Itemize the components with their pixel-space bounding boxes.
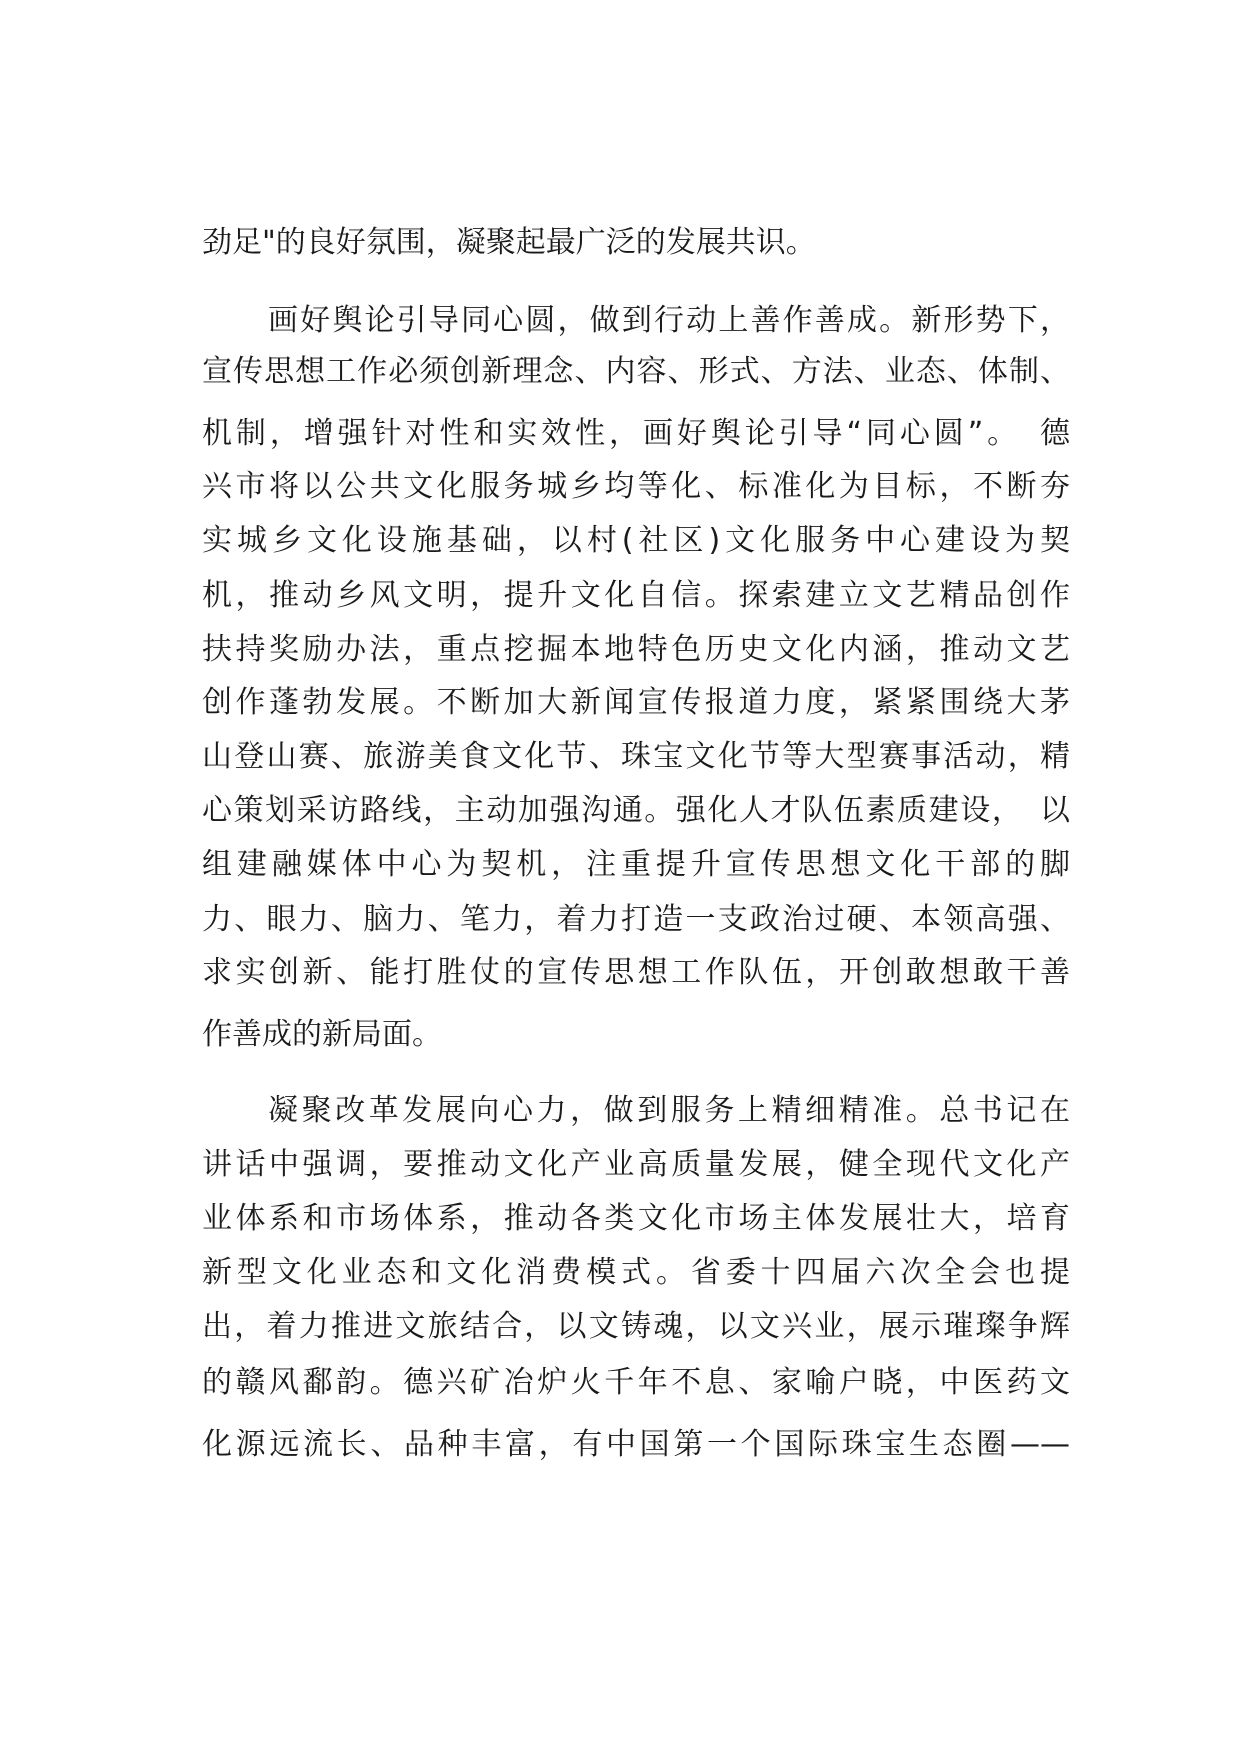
paragraph-2-line: 机制，增强针对性和实效性，画好舆论引导“同心圆”。 德 [202,416,1070,451]
paragraph-3-line: 新型文化业态和文化消费模式。省委十四届六次全会也提 [202,1255,1070,1290]
paragraph-2-line: 宣传思想工作必须创新理念、内容、形式、方法、业态、体制、 [202,354,1070,389]
paragraph-3-line: 凝聚改革发展向心力，做到服务上精细精准。总书记在 [268,1093,1070,1128]
paragraph-3-line: 出，着力推进文旅结合，以文铸魂，以文兴业，展示璀璨争辉 [202,1309,1070,1344]
paragraph-2-line: 机，推动乡风文明，提升文化自信。探索建立文艺精品创作 [202,578,1070,613]
paragraph-2-line: 山登山赛、旅游美食文化节、珠宝文化节等大型赛事活动，精 [202,739,1070,774]
paragraph-2-line: 扶持奖励办法，重点挖掘本地特色历史文化内涵，推动文艺 [202,632,1070,667]
paragraph-2-line: 创作蓬勃发展。不断加大新闻宣传报道力度，紧紧围绕大茅 [202,685,1070,720]
paragraph-2-line: 求实创新、能打胜仗的宣传思想工作队伍，开创敢想敢干善 [202,955,1070,990]
paragraph-2-line: 实城乡文化设施基础，以村(社区)文化服务中心建设为契 [202,523,1070,558]
paragraph-3-line: 化源远流长、品种丰富，有中国第一个国际珠宝生态圈—— [202,1427,1070,1462]
paragraph-2-line: 组建融媒体中心为契机，注重提升宣传思想文化干部的脚 [202,847,1070,882]
paragraph-2-line: 力、眼力、脑力、笔力，着力打造一支政治过硬、本领高强、 [202,902,1070,937]
paragraph-3-line: 讲话中强调，要推动文化产业高质量发展，健全现代文化产 [202,1147,1070,1182]
paragraph-3-line: 业体系和市场体系，推动各类文化市场主体发展壮大，培育 [202,1201,1070,1236]
paragraph-2-line: 心策划采访路线，主动加强沟通。强化人才队伍素质建设， 以 [202,793,1070,828]
paragraph-2-line: 兴市将以公共文化服务城乡均等化、标准化为目标，不断夯 [202,469,1070,504]
paragraph-continuation-line: 劲足"的良好氛围，凝聚起最广泛的发展共识。 [202,225,816,260]
paragraph-2-line: 画好舆论引导同心圆，做到行动上善作善成。新形势下， [268,303,1070,338]
paragraph-2-line: 作善成的新局面。 [202,1017,442,1052]
paragraph-3-line: 的赣风鄱韵。德兴矿冶炉火千年不息、家喻户晓，中医药文 [202,1365,1070,1400]
